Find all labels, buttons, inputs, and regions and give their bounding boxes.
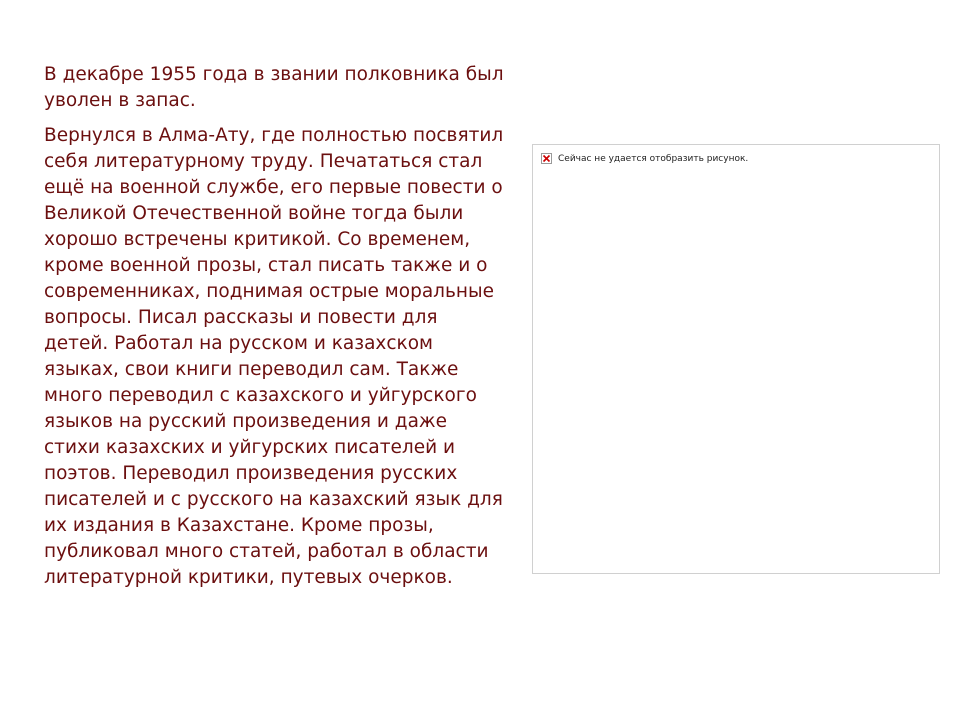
paragraph-1: В декабре 1955 года в звании полковника был уволен в запас. bbox=[44, 64, 504, 111]
text-column bbox=[44, 62, 506, 600]
broken-image-message: Сейчас не удается отобразить рисунок. bbox=[558, 153, 749, 164]
paragraph-2: Вернулся в Алма-Ату, где полностью посвятил себя литературному труду. Печататься стал ещё на военной службе, его первые повести о Великой Отечественной войне тогда были хорошо встречены критикой. Со временем, кроме военной прозы, стал писать также и о современниках, поднимая острые моральные вопросы. Писал рассказы и повести для детей. Работал на русском и казахском языках, свои книги переводил сам. Также много переводил с казахского и уйгурского языков на русский произведения и даже стихи казахских и уйгурских писателей и поэтов. Переводил произведения русских писателей и с русского на казахский язык для их издания в Казахстане. Кроме прозы, публиковал много статей, работал в области литературной критики, путевых очерков. bbox=[44, 125, 504, 588]
image-placeholder bbox=[532, 144, 940, 574]
broken-image-icon bbox=[541, 153, 552, 164]
broken-image-row bbox=[541, 153, 748, 164]
